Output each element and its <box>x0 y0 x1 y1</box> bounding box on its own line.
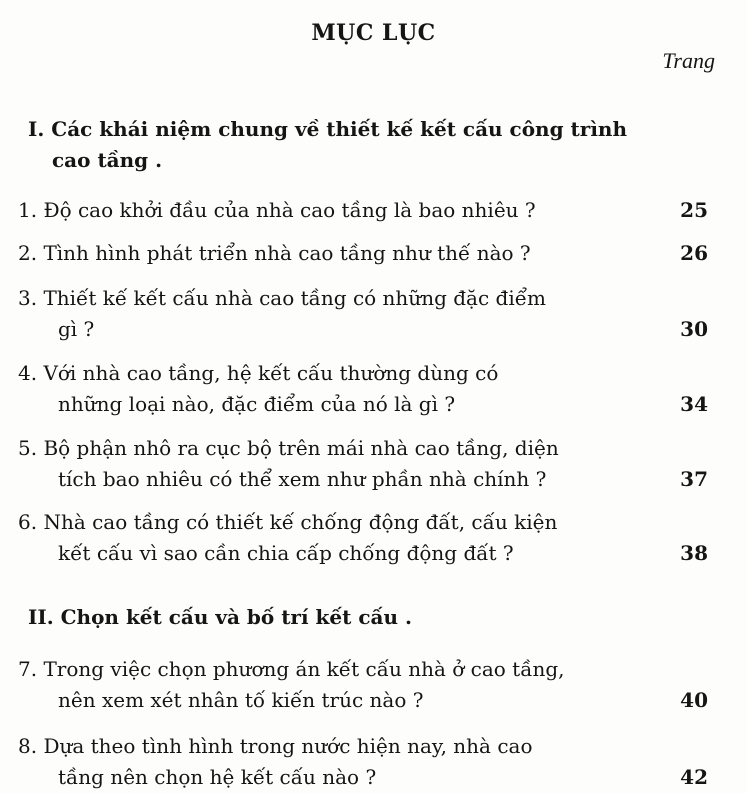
toc-entry-text: 2. Tình hình phát triển nhà cao tầng như thế nào ? <box>18 241 531 265</box>
toc-entry-text: 1. Độ cao khởi đầu của nhà cao tầng là bao nhiêu ? <box>18 198 536 222</box>
page-title: MỤC LỤC <box>311 20 436 46</box>
toc-entry-page: 30 <box>680 317 708 341</box>
section-heading-line: cao tầng . <box>52 148 163 172</box>
toc-entry-7 <box>18 654 708 716</box>
toc-entry-text: 7. Trong việc chọn phương án kết cấu nhà ở cao tầng, <box>18 657 565 681</box>
page-column-header: Trang <box>662 48 715 73</box>
toc-entry-page: 40 <box>680 688 708 712</box>
toc-entry-text: nên xem xét nhân tố kiến trúc nào ? <box>58 688 424 712</box>
toc-entry-text: 5. Bộ phận nhô ra cục bộ trên mái nhà cao tầng, diện <box>18 436 559 460</box>
toc-entry-2 <box>18 238 708 269</box>
toc-entry-8 <box>18 731 708 793</box>
toc-entry-page: 42 <box>680 765 708 789</box>
toc-entry-4 <box>18 358 708 420</box>
toc-entry-text: tích bao nhiêu có thể xem như phần nhà chính ? <box>58 467 547 491</box>
toc-entry-text: 8. Dựa theo tình hình trong nước hiện nay, nhà cao <box>18 734 533 758</box>
toc-entry-page: 34 <box>680 392 708 416</box>
section-heading-line: II. Chọn kết cấu và bố trí kết cấu . <box>28 605 412 629</box>
toc-entry-5 <box>18 433 708 495</box>
toc-entry-6 <box>18 507 708 569</box>
toc-entry-page: 26 <box>680 241 708 265</box>
section-heading-2 <box>28 602 718 633</box>
section-heading-1 <box>28 114 718 176</box>
toc-entry-page: 38 <box>680 541 708 565</box>
toc-entry-text: gì ? <box>58 317 95 341</box>
toc-entry-text: những loại nào, đặc điểm của nó là gì ? <box>58 392 456 416</box>
toc-entry-1 <box>18 195 708 226</box>
toc-entry-page: 25 <box>680 198 708 222</box>
toc-entry-text: 3. Thiết kế kết cấu nhà cao tầng có những đặc điểm <box>18 286 546 310</box>
toc-entry-3 <box>18 283 708 345</box>
section-heading-line: I. Các khái niệm chung về thiết kế kết cấu công trình <box>28 117 627 141</box>
toc-entry-text: 4. Với nhà cao tầng, hệ kết cấu thường dùng có <box>18 361 499 385</box>
toc-entry-text: tầng nên chọn hệ kết cấu nào ? <box>58 765 377 789</box>
toc-entry-page: 37 <box>680 467 708 491</box>
toc-entry-text: kết cấu vì sao cần chia cấp chống động đất ? <box>58 541 514 565</box>
toc-entry-text: 6. Nhà cao tầng có thiết kế chống động đất, cấu kiện <box>18 510 558 534</box>
